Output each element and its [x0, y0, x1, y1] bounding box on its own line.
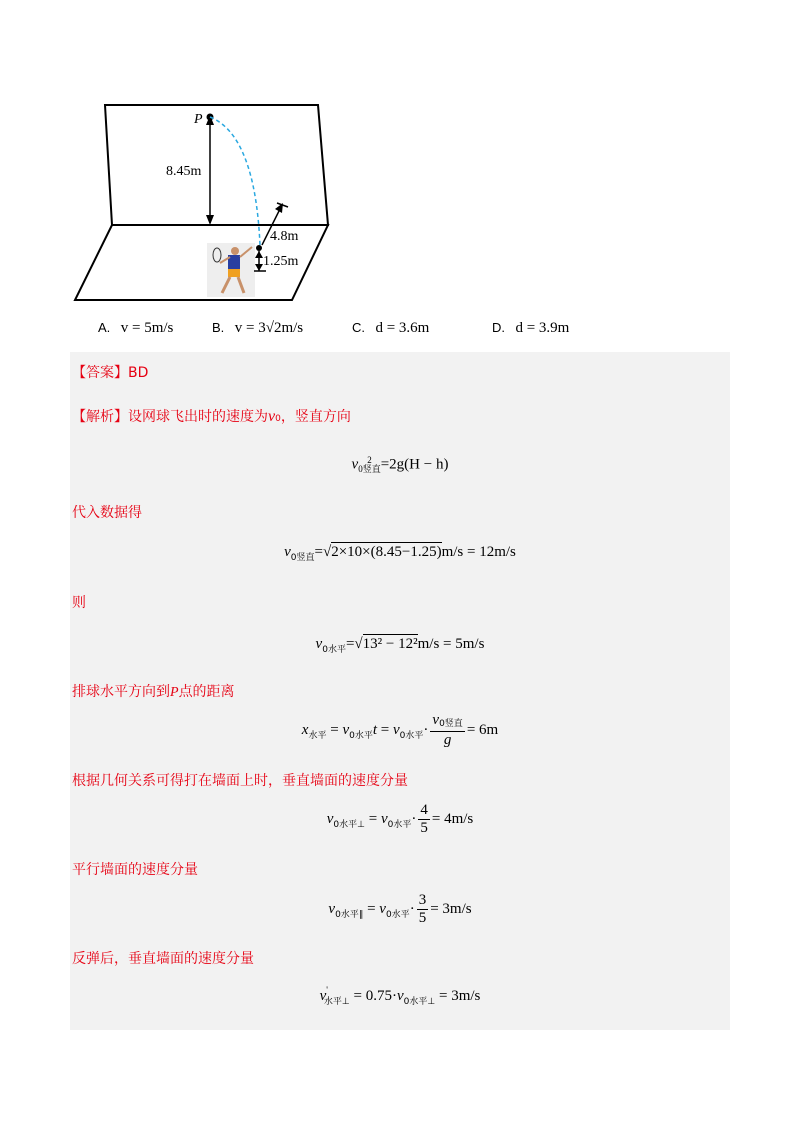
wall-outline [105, 105, 328, 225]
equation-vertical-velocity: v 2 0竖直 =2g(H − h) [351, 455, 449, 474]
wall-height-label: 8.45m [166, 164, 202, 179]
answer-options [0, 320, 800, 344]
option-a[interactable]: A. v = 5m/s [98, 320, 174, 336]
step-distance: 排球水平方向到P点的距离 [72, 684, 235, 700]
option-d-text: d = 3.9m [515, 320, 570, 336]
option-b-text: v = 3√2m/s [234, 320, 304, 336]
analysis-tag: 【解析】 [72, 409, 128, 425]
equation-rebound-component: $v'_{水平\perp} = 0.75\cdot v_{0水平\perp} = 3m/s$ [319, 985, 481, 1007]
equation-horizontal-velocity: $v_{0水平}=√13^2 - 12^2m/s = 5m/s$ [315, 636, 485, 655]
distance-label: 4.8m [270, 229, 299, 244]
point-p-label: P [194, 112, 203, 127]
equation-vertical-value: $v_{0竖直}=√2\times 10\times(8.45-1.25)m/s = 12m/s$ [284, 544, 516, 563]
answer-value: BD [128, 365, 149, 381]
option-b[interactable]: B. v = 3√2m/s [212, 320, 304, 336]
ball [256, 245, 262, 251]
solution-panel [70, 352, 730, 1030]
equation-parallel-component: $v_{0水平\parallel} = v_{0水平}\cdot$ $\frac{3}{5}$ = 3m/s [328, 892, 472, 926]
option-c-text: d = 3.6m [375, 320, 430, 336]
answer-line [72, 362, 148, 382]
option-a-text: v = 5m/s [120, 320, 174, 336]
court-wall-diagram [70, 95, 340, 310]
step-then: 则 [72, 595, 86, 611]
step-perpendicular: 根据几何关系可得打在墙面上时，垂直墙面的速度分量 [72, 773, 408, 789]
answer-tag: 【答案】 [72, 365, 128, 381]
equation-horizontal-distance: $x_{水平} = v_{0水平}t = v_{0水平}\cdot$ $\frac{\text{v0竖直}}{g}$ = 6m [301, 712, 499, 748]
option-d[interactable]: D. d = 3.9m [492, 320, 570, 336]
step-parallel: 平行墙面的速度分量 [72, 862, 198, 878]
analysis-intro: 【解析】设网球飞出时的速度为v0，竖直方向 [72, 408, 351, 425]
tennis-player-image [207, 243, 255, 297]
option-c[interactable]: C. d = 3.6m [352, 320, 430, 336]
step-substitute: 代入数据得 [72, 505, 142, 521]
hit-height-label: 1.25m [263, 254, 299, 269]
step-rebound: 反弹后，垂直墙面的速度分量 [72, 951, 254, 967]
equation-perpendicular-component: $v_{0水平\perp} = v_{0水平}\cdot$ $\frac{4}{5}$ = 4m/s [326, 802, 474, 836]
